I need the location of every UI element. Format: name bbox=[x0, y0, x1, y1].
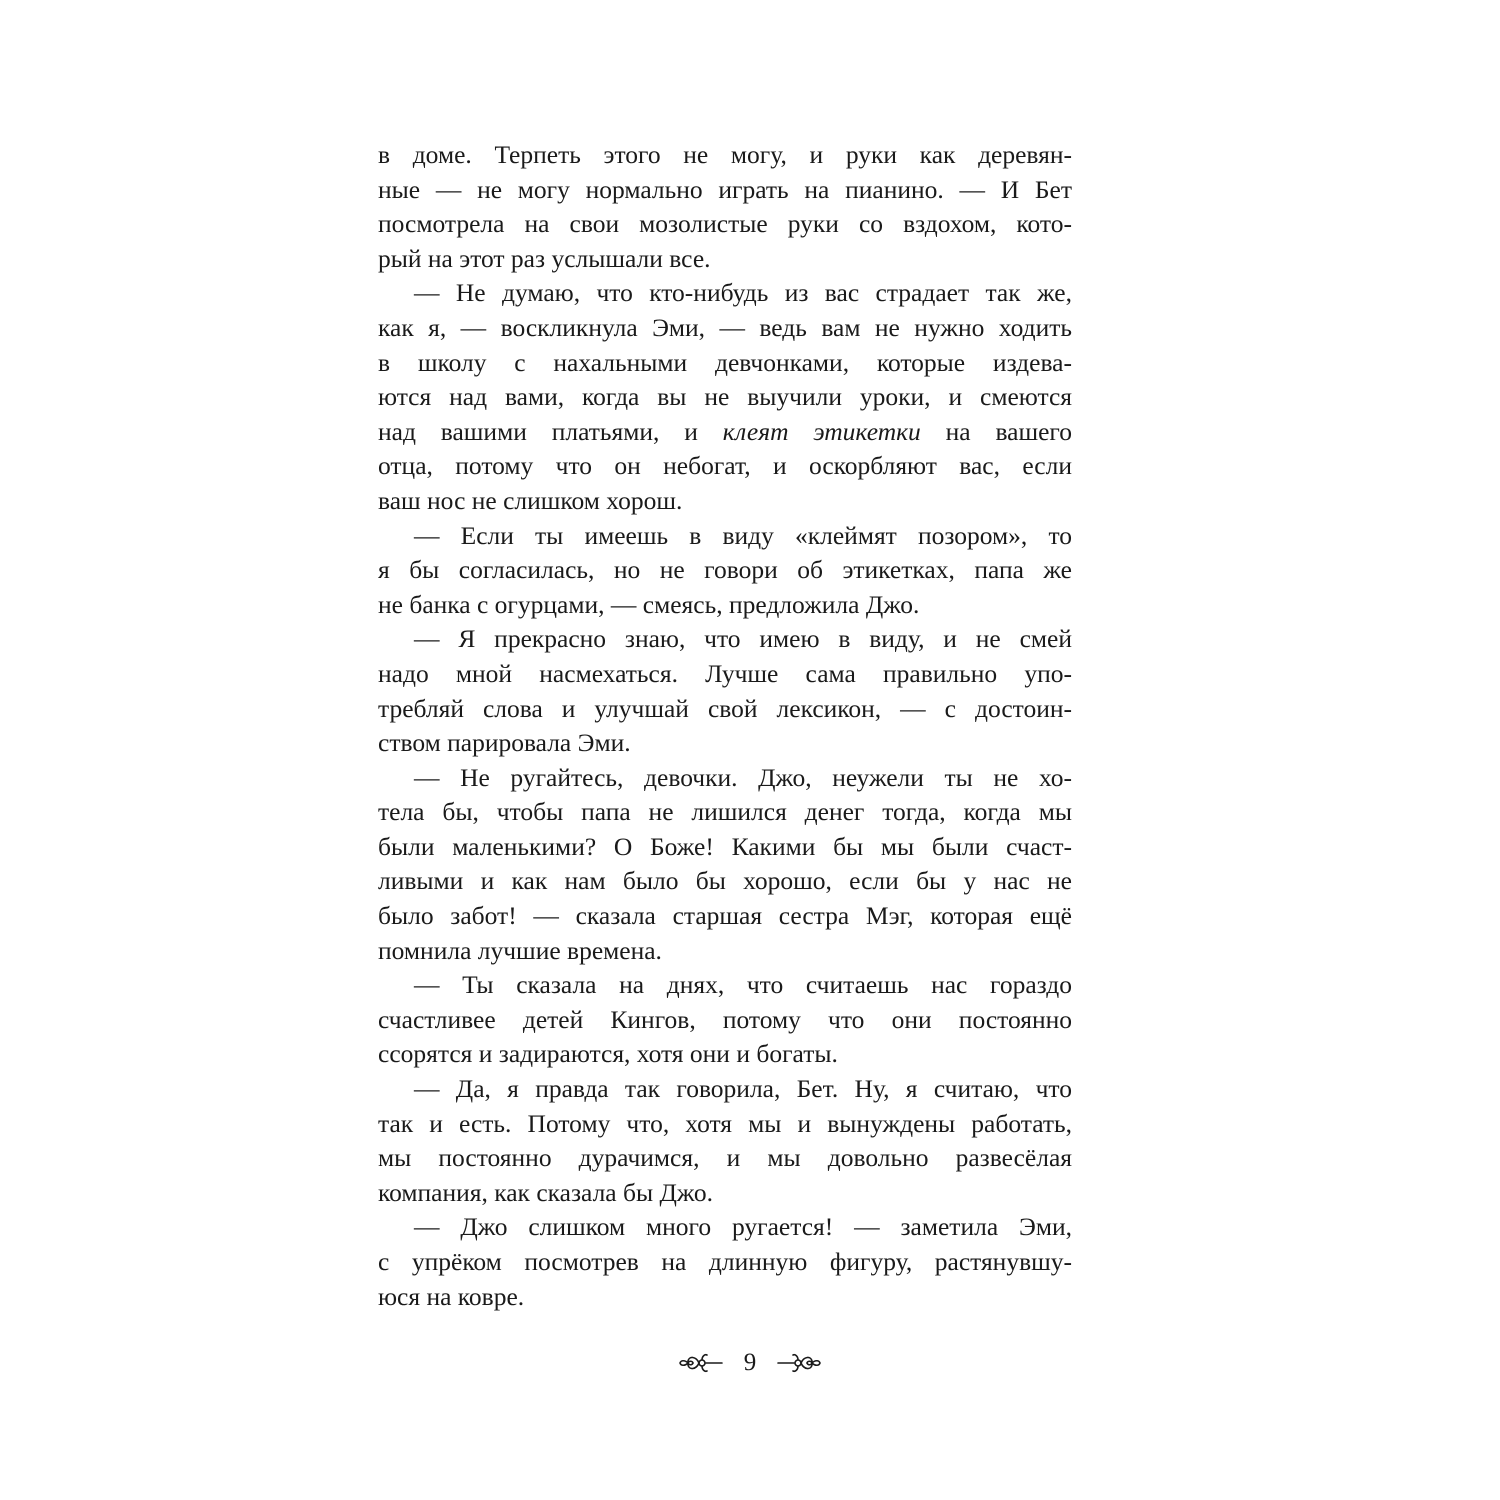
text-line: посмотрела на свои мозолистые руки со вздохом, кото- bbox=[378, 209, 1072, 239]
flourish-ornament-icon bbox=[678, 1350, 724, 1376]
text-line: как я, — воскликнула Эми, — ведь вам не нужно ходить bbox=[378, 312, 1072, 342]
text-line: не банка с огурцами, — смеясь, предложила Джо. bbox=[378, 589, 920, 619]
text-line: ные — не могу нормально играть на пианино. — И Бет bbox=[378, 174, 1072, 204]
text-line: ливыми и как нам было бы хорошо, если бы у нас не bbox=[378, 866, 1072, 896]
text-line: отца, потому что он небогат, и оскорбляют вас, если bbox=[378, 451, 1072, 481]
text-line: — Не ругайтесь, девочки. Джо, неужели ты не хо- bbox=[414, 762, 1072, 792]
text-line: рый на этот раз услышали все. bbox=[378, 243, 711, 273]
text-line: так и есть. Потому что, хотя мы и вынуждены работать, bbox=[378, 1108, 1072, 1138]
page-number: 9 bbox=[743, 1349, 757, 1376]
text-line: было забот! — сказала старшая сестра Мэг, которая ещё bbox=[378, 901, 1072, 931]
text-segment: над вашими платьями, и bbox=[378, 416, 723, 446]
page-footer bbox=[0, 1343, 1500, 1383]
text-line: — Я прекрасно знаю, что имею в виду, и не смей bbox=[414, 624, 1072, 654]
text-line: были маленькими? О Боже! Какими бы мы были счаст- bbox=[378, 831, 1072, 861]
text-line: — Если ты имеешь в виду «клеймят позором», то bbox=[414, 520, 1072, 550]
text-line: мы постоянно дурачимся, и мы довольно развесёлая bbox=[378, 1143, 1072, 1173]
text-line: надо мной насмехаться. Лучше сама правильно упо- bbox=[378, 658, 1072, 688]
flourish-ornament-icon bbox=[776, 1350, 822, 1376]
text-line: с упрёком посмотрев на длинную фигуру, растянувшу- bbox=[378, 1247, 1072, 1276]
text-line: ваш нос не слишком хорош. bbox=[378, 485, 683, 515]
text-line: ством парировала Эми. bbox=[378, 728, 631, 758]
italic-phrase: клеят этикетки bbox=[722, 416, 921, 446]
text-line: в доме. Терпеть этого не могу, и руки как деревян- bbox=[378, 140, 1072, 169]
text-line bbox=[378, 415, 1072, 450]
text-line: компания, как сказала бы Джо. bbox=[378, 1177, 713, 1207]
text-line: требляй слова и улучшай свой лексикон, — с достоин- bbox=[378, 693, 1072, 723]
text-line: ются над вами, когда вы не выучили уроки, и смеются bbox=[378, 382, 1072, 412]
text-line: — Не думаю, что кто-нибудь из вас страдает так же, bbox=[414, 278, 1072, 308]
text-segment: на вашего bbox=[920, 416, 1072, 446]
text-line: — Ты сказала на днях, что считаешь нас гораздо bbox=[414, 970, 1072, 1000]
text-line: помнила лучшие времена. bbox=[378, 935, 662, 965]
text-line: в школу с нахальными девчонками, которые издева- bbox=[378, 347, 1072, 377]
body-text bbox=[378, 138, 1072, 1314]
text-line: — Джо слишком много ругается! — заметила Эми, bbox=[414, 1212, 1072, 1242]
text-line: юся на ковре. bbox=[378, 1281, 525, 1311]
text-line: — Да, я правда так говорила, Бет. Ну, я считаю, что bbox=[414, 1074, 1072, 1104]
text-line: ссорятся и задираются, хотя они и богаты. bbox=[378, 1039, 838, 1069]
text-line: счастливее детей Кингов, потому что они постоянно bbox=[378, 1004, 1072, 1034]
text-line: тела бы, чтобы папа не лишился денег тогда, когда мы bbox=[378, 797, 1072, 827]
text-line: я бы согласилась, но не говори об этикетках, папа же bbox=[378, 555, 1072, 585]
